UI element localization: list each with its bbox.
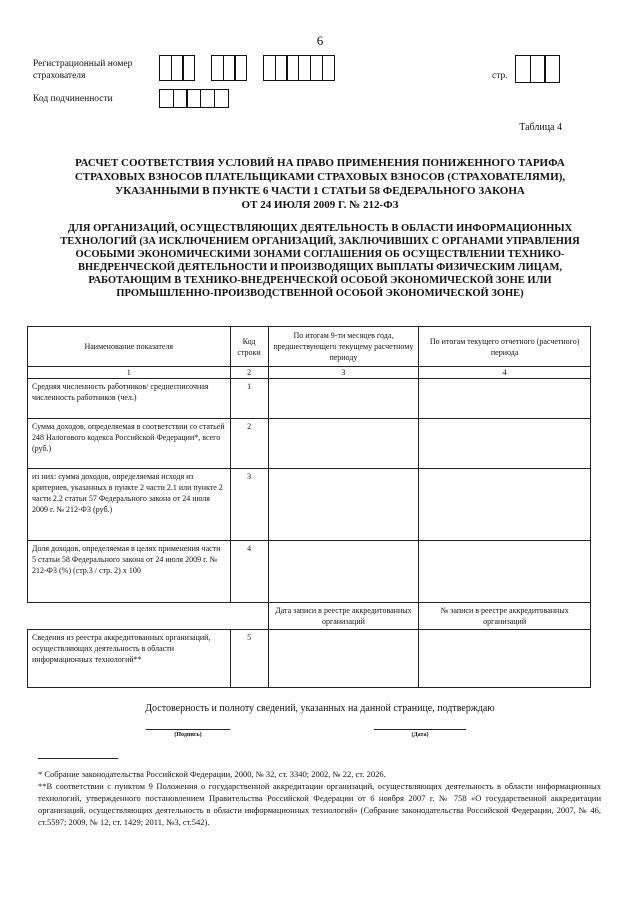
table-row — [28, 541, 591, 603]
table-row — [28, 469, 591, 541]
value-cell-prev[interactable] — [268, 419, 419, 469]
row-code: 3 — [230, 469, 268, 541]
header-name: Наименование показателя — [28, 327, 231, 367]
document-subtitle — [40, 222, 600, 300]
footnote-separator — [38, 758, 118, 759]
digit-box[interactable] — [214, 89, 229, 108]
digit-box[interactable] — [182, 55, 195, 81]
date-label: (Дата) — [411, 732, 429, 738]
subtitle-line: ВНЕДРЕНЧЕСКОЙ ДЕЯТЕЛЬНОСТИ И ПРОИЗВОДЯЩИХ ВЫПЛАТЫ ФИЗИЧЕСКИМ ЛИЦАМ, — [77, 262, 563, 273]
digit-box[interactable] — [200, 89, 215, 108]
reg-number-boxes[interactable] — [212, 55, 247, 81]
table-row — [28, 419, 591, 469]
reg-number-boxes[interactable] — [264, 55, 335, 81]
registry-date-header: Дата записи в реестре аккредитованных организаций — [268, 603, 419, 630]
page-label: стр. — [492, 71, 508, 81]
row-name: Сведения из реестра аккредитованных организаций, осуществляющих деятельность в области информационных технологий** — [28, 630, 231, 688]
subtitle-line: РАБОТАЮЩИМ В ТЕХНИКО-ВНЕДРЕНЧЕСКОЙ ОСОБОЙ ЭКОНОМИЧЕСКОЙ ЗОНЕ ИЛИ — [88, 275, 552, 286]
subtitle-line: ПРОМЫШЛЕННО-ПРОИЗВОДСТВЕННОЙ ОСОБОЙ ЭКОНОМИЧЕСКОЙ ЗОНЕ) — [116, 288, 524, 299]
document-title — [40, 156, 600, 212]
calculation-table — [27, 326, 591, 688]
title-line: РАСЧЕТ СООТВЕТСТВИЯ УСЛОВИЙ НА ПРАВО ПРИМЕНЕНИЯ ПОНИЖЕННОГО ТАРИФА — [75, 157, 565, 169]
row-name: Сумма доходов, определяемая в соответствии со статьей 248 Налогового кодекса Российской Федерации*, всего (руб.) — [28, 419, 231, 469]
row-name: Доля доходов, определяемая в целях применения части 5 статьи 58 Федерального закона от 24 июля 2009 г. № 212-ФЗ (%) (стр.3 / стр. 2) х 100 — [28, 541, 231, 603]
row-code: 5 — [230, 630, 268, 688]
digit-box[interactable] — [544, 55, 560, 83]
page-boxes[interactable] — [516, 55, 560, 83]
table-header-row — [28, 327, 591, 367]
table-caption: Таблица 4 — [519, 122, 562, 133]
digit-box[interactable] — [186, 89, 201, 108]
confirmation-text: Достоверность и полноту сведений, указанных на данной странице, подтверждаю — [145, 703, 495, 714]
subtitle-line: ТЕХНОЛОГИЙ (ЗА ИСКЛЮЧЕНИЕМ ОРГАНИЗАЦИЙ, ЗАКЛЮЧИВШИХ С ОРГАНАМИ УПРАВЛЕНИЯ — [60, 236, 580, 247]
digit-box[interactable] — [159, 89, 174, 108]
registry-number-header: № записи в реестре аккредитованных организаций — [419, 603, 591, 630]
header-prev-period: По итогам 9-ти месяцев года, предшествующего текущему расчетному периоду — [268, 327, 419, 367]
col-number: 4 — [419, 367, 591, 379]
table-row — [28, 379, 591, 419]
col-number: 1 — [28, 367, 231, 379]
digit-box[interactable] — [515, 55, 531, 83]
reg-number-label: Регистрационный номер страхователя — [33, 59, 133, 81]
registry-row — [28, 630, 591, 688]
subordination-label: Код подчиненности — [33, 94, 113, 104]
page-number: 6 — [316, 33, 324, 48]
digit-box[interactable] — [173, 89, 188, 108]
col-number: 2 — [230, 367, 268, 379]
row-name: Средняя численность работников/ среднесписочная численность работников (чел.) — [28, 379, 231, 419]
row-code: 1 — [230, 379, 268, 419]
col-number: 3 — [268, 367, 419, 379]
header-current-period: По итогам текущего отчетного (расчетного) периода — [419, 327, 591, 367]
digit-box[interactable] — [322, 55, 335, 81]
row-name: из них: сумма доходов, определяемая исходя из критериев, указанных в пункте 2 части 2.1 или пункте 2 части 2.2 статьи 57 Федерального закона от 24 июля 2009 г. № 212-ФЗ (руб.) — [28, 469, 231, 541]
column-number-row — [28, 367, 591, 379]
title-line: ОТ 24 ИЮЛЯ 2009 Г. № 212-ФЗ — [241, 199, 399, 211]
digit-box[interactable] — [530, 55, 546, 83]
subordination-boxes[interactable] — [160, 89, 229, 108]
registry-date-cell[interactable] — [268, 630, 419, 688]
value-cell-prev[interactable] — [268, 469, 419, 541]
registry-number-cell[interactable] — [419, 630, 591, 688]
value-cell-current[interactable] — [419, 379, 591, 419]
value-cell-current[interactable] — [419, 541, 591, 603]
digit-box[interactable] — [234, 55, 247, 81]
footnote: **В соответствии с пунктом 9 Положения о государственной аккредитации организаций, осуществляющих деятельность в области информационных технологий, утвержденного постановлением Правительства Российской Федерации от 6 ноября 2007 г. № 758 «О государственной аккредитации организаций, осуществляющих деятельность в области информационных технологий» (Собрание законодательства Российской Федерации, 2007, № 46, ст.5597; 2009, № 12, ст. 1429; 2011, №3, ст.542). — [38, 781, 601, 827]
subtitle-line: ОСОБЫМИ ЭКОНОМИЧЕСКИМИ ЗОНАМИ СОГЛАШЕНИЯ ОБ ОСУЩЕСТВЛЕНИИ ТЕХНИКО- — [75, 249, 565, 260]
title-line: УКАЗАННЫМИ В ПУНКТЕ 6 ЧАСТИ 1 СТАТЬИ 58 ФЕДЕРАЛЬНОГО ЗАКОНА — [115, 185, 525, 197]
value-cell-prev[interactable] — [268, 541, 419, 603]
value-cell-current[interactable] — [419, 419, 591, 469]
title-line: СТРАХОВЫХ ВЗНОСОВ ПЛАТЕЛЬЩИКАМИ СТРАХОВЫХ ВЗНОСОВ (СТРАХОВАТЕЛЯМИ), — [74, 171, 566, 183]
header-code: Код строки — [230, 327, 268, 367]
subtitle-line: ДЛЯ ОРГАНИЗАЦИЙ, ОСУЩЕСТВЛЯЮЩИХ ДЕЯТЕЛЬНОСТЬ В ОБЛАСТИ ИНФОРМАЦИОННЫХ — [67, 223, 573, 234]
value-cell-prev[interactable] — [268, 379, 419, 419]
value-cell-current[interactable] — [419, 469, 591, 541]
signature-label: (Подпись) — [174, 732, 202, 738]
registry-header-row — [28, 603, 591, 630]
reg-number-boxes[interactable] — [160, 55, 195, 81]
row-code: 2 — [230, 419, 268, 469]
date-line[interactable] — [374, 729, 466, 730]
row-code: 4 — [230, 541, 268, 603]
footnote: * Собрание законодательства Российской Федерации, 2000, № 32, ст. 3340; 2002, № 22, ст. 2026. — [38, 769, 386, 779]
signature-line[interactable] — [146, 729, 230, 730]
